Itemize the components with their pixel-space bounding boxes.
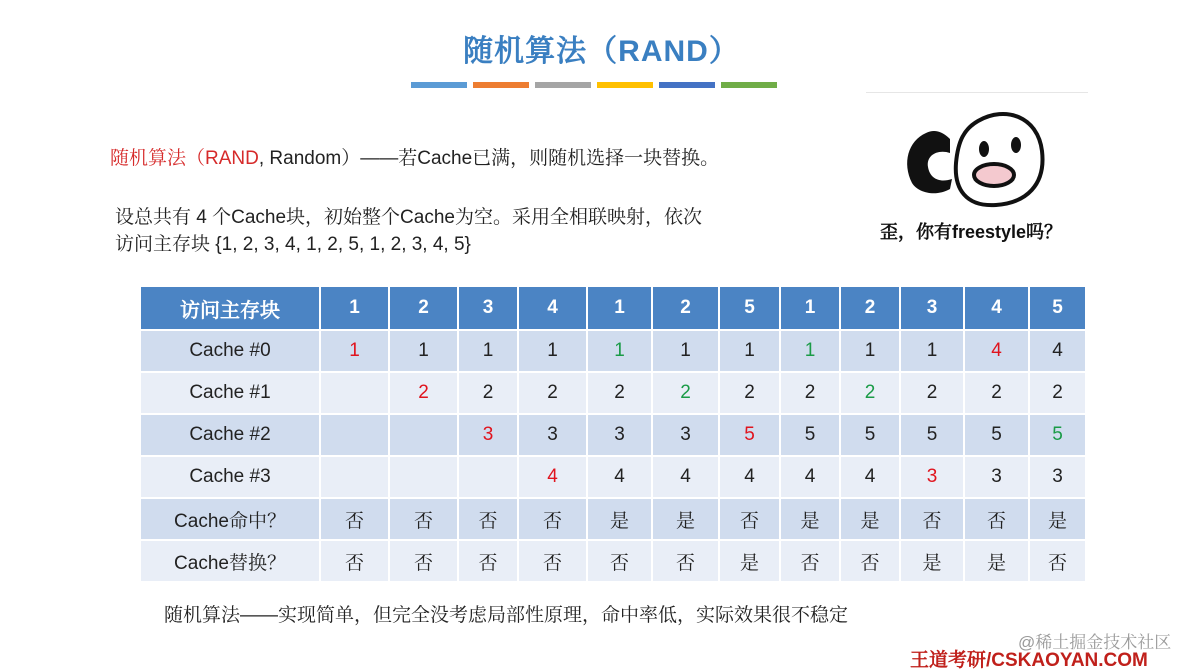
table-cell: 5: [1030, 413, 1087, 455]
algorithm-name: 随机算法（RAND: [110, 148, 259, 169]
table-cell: 5: [965, 413, 1030, 455]
access-header: 3: [459, 287, 519, 329]
table-cell: 4: [965, 329, 1030, 371]
table-cell: 否: [720, 497, 781, 539]
table-cell: 3: [1030, 455, 1087, 497]
row-label: Cache #1: [141, 371, 321, 413]
row-label: Cache #2: [141, 413, 321, 455]
table-cell: 5: [720, 413, 781, 455]
table-cell: [321, 455, 390, 497]
table-cell: 2: [781, 371, 841, 413]
table-cell: 1: [781, 329, 841, 371]
table-cell: 否: [459, 539, 519, 581]
brand-logo-text: 王道考研/CSKAOYAN.COM: [910, 650, 1148, 671]
table-cell: 2: [519, 371, 588, 413]
access-header: 4: [965, 287, 1030, 329]
table-cell: 5: [781, 413, 841, 455]
watermark: @稀土掘金技术社区: [1018, 633, 1172, 652]
table-cell: 4: [720, 455, 781, 497]
table-cell: 2: [720, 371, 781, 413]
table-cell: 3: [653, 413, 720, 455]
problem-description: [115, 204, 702, 258]
table-cell: 4: [653, 455, 720, 497]
table-cell: 是: [653, 497, 720, 539]
table-cell: 2: [841, 371, 901, 413]
table-cell: 是: [720, 539, 781, 581]
table-cell: 否: [901, 497, 965, 539]
row-label: Cache替换？: [141, 539, 321, 581]
title-bar: [535, 82, 591, 88]
table-cell: 2: [588, 371, 653, 413]
table-cell: 2: [459, 371, 519, 413]
table-cell: 2: [901, 371, 965, 413]
table-cell: 否: [459, 497, 519, 539]
title-bar: [473, 82, 529, 88]
access-header: 1: [588, 287, 653, 329]
description-line-2: 访问主存块 {1, 2, 3, 4, 1, 2, 5, 1, 2, 3, 4, 5}: [115, 234, 471, 255]
table-cell: 否: [841, 539, 901, 581]
table-cell: 否: [965, 497, 1030, 539]
access-header: 2: [653, 287, 720, 329]
row-label: Cache #0: [141, 329, 321, 371]
header-label: 访问主存块: [141, 287, 321, 329]
table-cell: 否: [588, 539, 653, 581]
table-cell: 5: [841, 413, 901, 455]
slide-title: 随机算法（RAND）: [463, 35, 740, 68]
table-cell: 1: [720, 329, 781, 371]
table-row: [141, 413, 1087, 455]
access-header: 3: [901, 287, 965, 329]
table-cell: 是: [588, 497, 653, 539]
algorithm-rule: , Random）——若Cache已满，则随机选择一块替换。: [258, 148, 720, 169]
table-cell: 否: [781, 539, 841, 581]
table-cell: 1: [588, 329, 653, 371]
sticker-caption: 歪，你有freestyle吗？: [880, 222, 1063, 242]
table-cell: [459, 455, 519, 497]
table-cell: 3: [588, 413, 653, 455]
table-cell: 4: [781, 455, 841, 497]
table-cell: 1: [901, 329, 965, 371]
table-cell: 2: [1030, 371, 1087, 413]
row-label: Cache #3: [141, 455, 321, 497]
table-cell: 否: [390, 497, 459, 539]
table-cell: 2: [965, 371, 1030, 413]
description-line-1: 设总共有 4 个Cache块，初始整个Cache为空。采用全相联映射，依次: [115, 207, 702, 228]
table-cell: 否: [519, 497, 588, 539]
table-row: [141, 371, 1087, 413]
title-bar: [721, 82, 777, 88]
table-row: [141, 497, 1087, 539]
table-cell: 2: [653, 371, 720, 413]
access-header: 5: [1030, 287, 1087, 329]
table-cell: 1: [653, 329, 720, 371]
table-cell: 4: [519, 455, 588, 497]
table-cell: 是: [965, 539, 1030, 581]
table-cell: 1: [519, 329, 588, 371]
access-header: 2: [841, 287, 901, 329]
table-cell: 1: [321, 329, 390, 371]
title-bar: [411, 82, 467, 88]
cache-replacement-table: [141, 287, 1087, 581]
access-header: 1: [781, 287, 841, 329]
table-cell: 否: [653, 539, 720, 581]
table-row: [141, 539, 1087, 581]
table-cell: 1: [841, 329, 901, 371]
table-cell: 是: [901, 539, 965, 581]
table-cell: [390, 455, 459, 497]
table-cell: 4: [841, 455, 901, 497]
table-cell: [321, 413, 390, 455]
table-cell: 3: [519, 413, 588, 455]
table-cell: 否: [321, 539, 390, 581]
title-bar: [659, 82, 715, 88]
table-header-row: [141, 287, 1087, 329]
access-header: 5: [720, 287, 781, 329]
table-cell: 是: [781, 497, 841, 539]
table-cell: 否: [321, 497, 390, 539]
table-cell: 1: [459, 329, 519, 371]
table-cell: 3: [965, 455, 1030, 497]
title-bar: [597, 82, 653, 88]
table-row: [141, 329, 1087, 371]
table-cell: 否: [519, 539, 588, 581]
access-header: 2: [390, 287, 459, 329]
table-cell: 5: [901, 413, 965, 455]
table-cell: 4: [1030, 329, 1087, 371]
table-cell: 1: [390, 329, 459, 371]
table-cell: 3: [901, 455, 965, 497]
table-cell: 否: [1030, 539, 1087, 581]
access-header: 1: [321, 287, 390, 329]
table-cell: 4: [588, 455, 653, 497]
table-cell: 是: [1030, 497, 1087, 539]
table-cell: [321, 371, 390, 413]
table-cell: [390, 413, 459, 455]
table-cell: 2: [390, 371, 459, 413]
title-color-bars: [411, 82, 777, 88]
row-label: Cache命中？: [141, 497, 321, 539]
table-cell: 3: [459, 413, 519, 455]
table-cell: 否: [390, 539, 459, 581]
meme-face-icon: [866, 93, 1088, 218]
conclusion-text: 随机算法——实现简单，但完全没考虑局部性原理，命中率低，实际效果很不稳定: [164, 605, 849, 626]
table-cell: 是: [841, 497, 901, 539]
algorithm-definition: [110, 143, 719, 170]
table-row: [141, 455, 1087, 497]
access-header: 4: [519, 287, 588, 329]
